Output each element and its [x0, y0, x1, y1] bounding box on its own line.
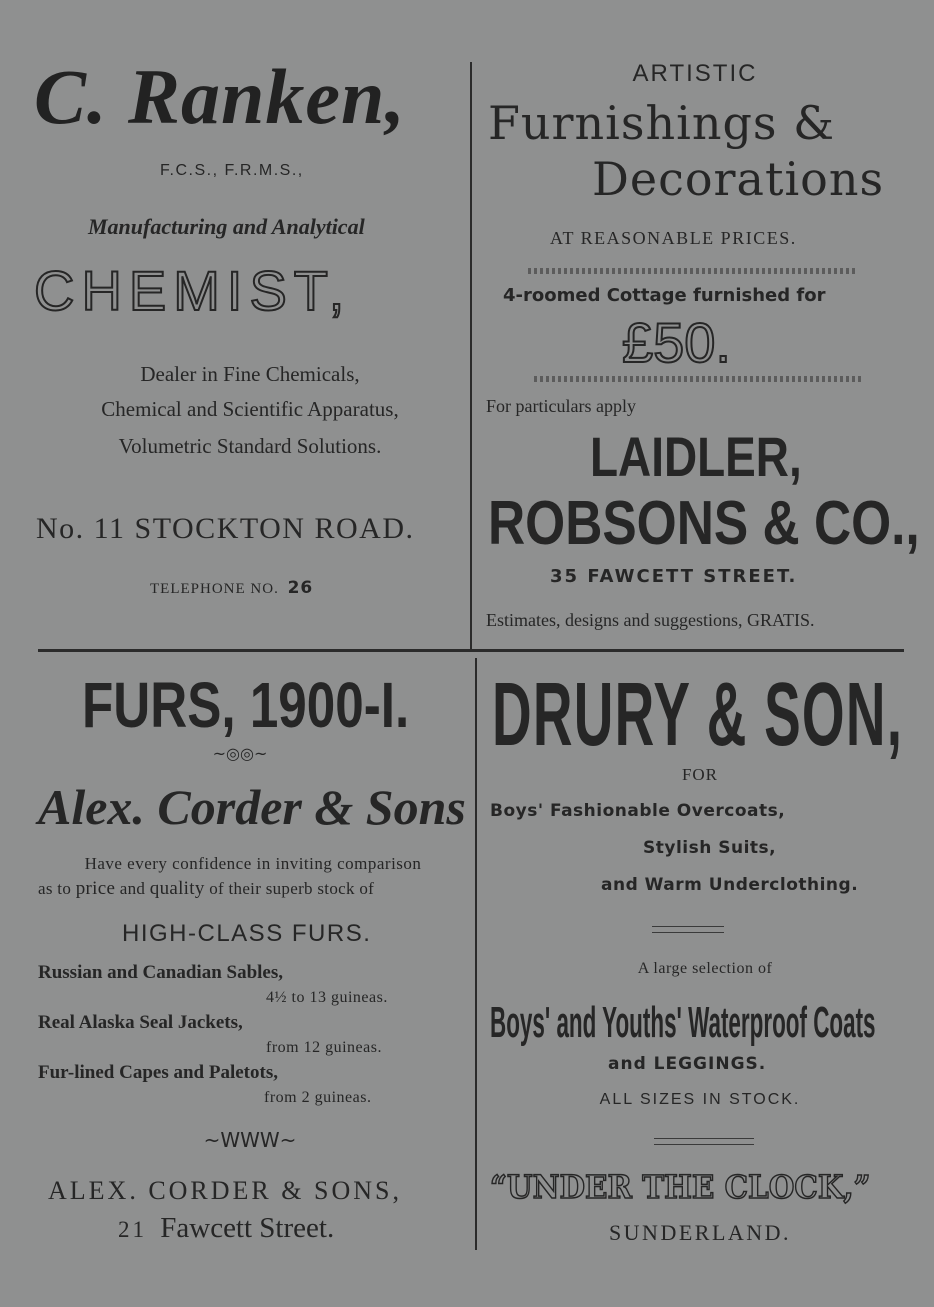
corder-price-1: 4½ to 13 guineas.: [266, 989, 388, 1006]
corder-item-3: Fur-lined Capes and Paletots,: [38, 1062, 278, 1083]
telephone-number: 26: [287, 578, 314, 598]
laidler-address: 35 FAWCETT STREET.: [550, 566, 798, 587]
corder-headline: FURS, 1900-I.: [82, 669, 410, 741]
corder-name: Alex. Corder & Sons: [38, 779, 466, 835]
double-rule-top: [652, 926, 724, 933]
ornament-flourish-icon: ~WWW~: [203, 1128, 297, 1152]
laidler-company-1: LAIDLER,: [590, 425, 802, 488]
laidler-estimates: Estimates, designs and suggestions, GRATIS.: [486, 610, 815, 630]
ornament-scroll-icon: ~◎◎~: [212, 744, 268, 763]
confidence-price: price: [75, 878, 116, 899]
drury-clock: “UNDER THE CLOCK,”: [490, 1168, 871, 1206]
corder-price-3: from 2 guineas.: [264, 1089, 372, 1106]
drury-coats: Boys' and Youths' Waterproof Coats: [490, 998, 876, 1047]
drury-leggings: and LEGGINGS.: [608, 1054, 767, 1074]
confidence-and: and: [119, 879, 146, 898]
drury-town: SUNDERLAND.: [608, 1220, 792, 1245]
ranken-address: No. 11 STOCKTON ROAD.: [36, 512, 415, 545]
drury-line-2: Stylish Suits,: [643, 838, 777, 858]
confidence-quality: quality: [149, 878, 205, 899]
ranken-credentials: F.C.S., F.R.M.S.,: [160, 162, 304, 179]
double-rule-bottom: [654, 1138, 754, 1145]
wavy-rule-bottom: [534, 376, 862, 382]
telephone-label: TELEPHONE NO.: [150, 581, 279, 597]
corder-item-2: Real Alaska Seal Jackets,: [38, 1012, 243, 1033]
laidler-company-2: ROBSONS & CO.,: [488, 489, 920, 558]
confidence-rest: of their superb stock of: [209, 879, 375, 898]
laidler-price: £50.: [622, 311, 731, 374]
corder-furs-heading: HIGH-CLASS FURS.: [122, 920, 372, 947]
corder-footer-street: Fawcett Street.: [160, 1212, 335, 1244]
horizontal-divider: [38, 649, 904, 652]
drury-selection: A large selection of: [637, 960, 773, 977]
vertical-divider-top: [470, 62, 472, 652]
ranken-name: C. Ranken,: [34, 53, 406, 140]
laidler-artistic: ARTISTIC: [632, 60, 758, 87]
drury-sizes: ALL SIZES IN STOCK.: [599, 1091, 801, 1108]
drury-for: FOR: [681, 765, 719, 784]
corder-confidence-2: [38, 878, 374, 900]
laidler-cottage: 4-roomed Cottage furnished for: [503, 285, 826, 306]
wavy-rule-top: [528, 268, 856, 274]
ranken-trade: Manufacturing and Analytical: [88, 214, 365, 239]
corder-item-1: Russian and Canadian Sables,: [38, 962, 283, 983]
laidler-prices: AT REASONABLE PRICES.: [550, 228, 797, 248]
corder-footer-number: 21: [118, 1217, 147, 1242]
corder-price-2: from 12 guineas.: [266, 1039, 382, 1056]
confidence-as-to: as to: [38, 879, 72, 898]
drury-name: DRURY & SON,: [492, 665, 904, 765]
laidler-headline-1: Furnishings &: [488, 96, 836, 150]
ranken-telephone: [150, 578, 313, 598]
laidler-headline-2: Decorations: [592, 152, 885, 206]
ranken-profession: CHEMIST,: [34, 259, 352, 322]
ranken-line-1: Dealer in Fine Chemicals,: [140, 362, 360, 386]
drury-line-1: Boys' Fashionable Overcoats,: [490, 801, 786, 821]
ranken-line-3: Volumetric Standard Solutions.: [118, 434, 382, 458]
drury-line-3: and Warm Underclothing.: [601, 875, 859, 895]
corder-footer-address: [118, 1212, 334, 1245]
corder-footer-name: ALEX. CORDER & SONS,: [48, 1176, 402, 1205]
vertical-divider-bottom: [475, 658, 477, 1250]
laidler-particulars: For particulars apply: [486, 396, 636, 416]
ranken-line-2: Chemical and Scientific Apparatus,: [101, 397, 399, 421]
corder-confidence-1: Have every confidence in inviting comparison: [84, 854, 422, 873]
